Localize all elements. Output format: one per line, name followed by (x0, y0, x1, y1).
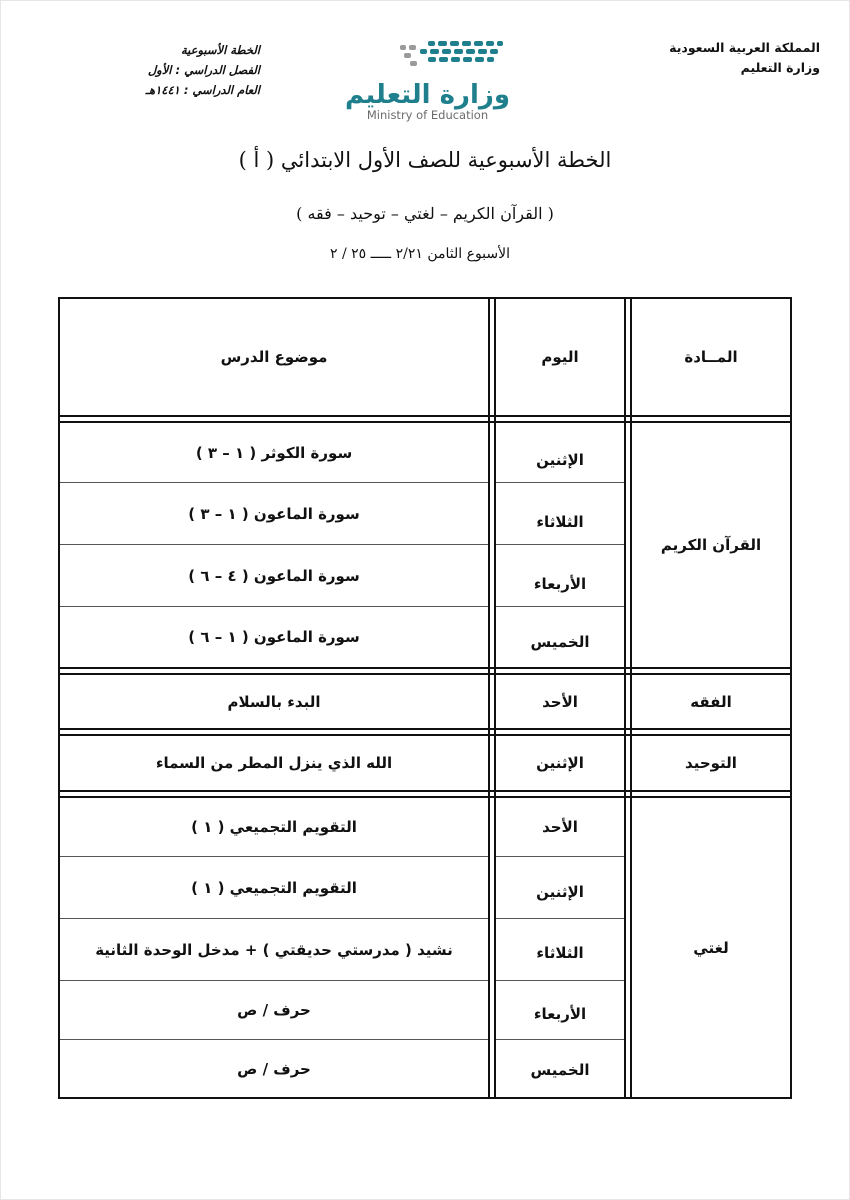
topic-cell: سورة الماعون ( ٤ – ٦ ) (188, 566, 360, 585)
day-cell: الإثنين (536, 754, 584, 772)
day-cell: الثلاثاء (536, 944, 584, 962)
page-subtitle: ( القرآن الكريم – لغتي – توحيد – فقه ) (296, 204, 554, 223)
topic-cell: حرف / ص (237, 1001, 311, 1019)
ministry-label: وزارة التعليم (740, 60, 820, 75)
semester-label: الفصل الدراسي : الأول (147, 63, 260, 77)
header-subject: المــادة (684, 348, 738, 366)
column-divider (624, 299, 626, 1097)
week-label: الأسبوع الثامن ٢/٢١ ـــــ ٢٥ / ٢ (329, 246, 511, 262)
header-plan-info (90, 40, 260, 100)
subject-cell: لغتي (693, 938, 729, 957)
day-cell: الثلاثاء (536, 513, 584, 531)
day-cell: الإثنين (536, 451, 584, 469)
row-separator (496, 856, 624, 857)
row-divider (60, 415, 790, 417)
topic-cell: الله الذي ينزل المطر من السماء (155, 754, 393, 772)
header-day: اليوم (541, 348, 579, 366)
logo-arabic-text: وزارة التعليم (345, 80, 510, 110)
topic-cell: نشيد ( مدرستي حديقتي ) + مدخل الوحدة الثانية (95, 940, 453, 959)
topic-cell: التقويم التجميعي ( ١ ) (191, 878, 357, 897)
topic-cell: التقويم التجميعي ( ١ ) (191, 818, 357, 836)
row-divider (60, 728, 790, 730)
logo-english-text: Ministry of Education (366, 108, 489, 122)
day-cell: الإثنين (536, 883, 584, 901)
ministry-logo-dots-icon (340, 36, 515, 76)
subject-cell: القرآن الكريم (660, 536, 762, 554)
row-divider (60, 667, 790, 669)
weekly-plan-table (58, 297, 792, 1099)
ministry-logo (340, 36, 515, 126)
topic-cell: البدء بالسلام (227, 692, 321, 711)
subject-cell: التوحيد (685, 754, 737, 772)
plan-type-label: الخطة الأسبوعية (180, 43, 260, 57)
header-ministry-block (620, 38, 820, 78)
day-cell: الأحد (542, 692, 578, 711)
column-divider (488, 299, 490, 1097)
topic-cell: حرف / ص (237, 1059, 311, 1078)
kingdom-label: المملكة العربية السعودية (669, 40, 820, 55)
day-cell: الأحد (542, 818, 578, 836)
subject-cell: الفقه (690, 692, 732, 711)
topic-cell: سورة الماعون ( ١ – ٣ ) (188, 504, 360, 523)
day-cell: الأربعاء (533, 1005, 587, 1023)
topic-cell: سورة الكوثر ( ١ – ٣ ) (195, 443, 353, 462)
header-topic: موضوع الدرس (220, 348, 328, 366)
row-divider (60, 790, 790, 792)
academic-year-label: العام الدراسي : ١٤٤١هـ (145, 83, 260, 97)
topic-cell: سورة الماعون ( ١ – ٦ ) (188, 628, 360, 646)
day-cell: الخميس (530, 1061, 590, 1079)
day-cell: الأربعاء (533, 575, 587, 593)
page-title: الخطة الأسبوعية للصف الأول الابتدائي ( أ ) (238, 148, 612, 172)
day-cell: الخميس (530, 633, 590, 651)
